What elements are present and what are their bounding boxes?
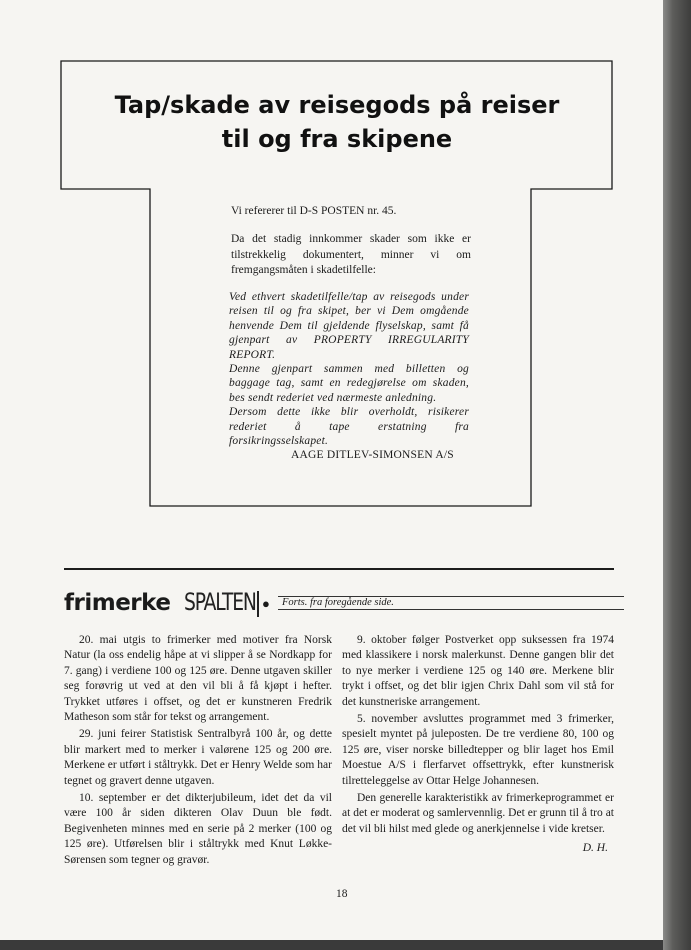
notice-paragraph: Dersom dette ikke blir overholdt, risikerer rederiet å tape erstatning fra forsikringsselskapet. (229, 406, 469, 448)
bullet-icon: ● (262, 596, 270, 611)
notice-body (229, 290, 469, 448)
column-header (64, 585, 624, 617)
scan-edge-bottom (0, 940, 663, 950)
page-number: 18 (336, 888, 348, 900)
column-paragraph: 29. juni feirer Statistisk Sentralbyrå 100 år, og dette blir markert med to merker i valørene 125 og 200 øre. Merkene er utført i ståltrykk. Det er Henry Welde som har tegnet og gravert denne utgaven. (64, 728, 332, 787)
author-initials: D. H. (582, 842, 608, 855)
signature: AAGE DITLEV-SIMONSEN A/S (291, 449, 454, 461)
scan-edge-right (663, 0, 691, 950)
column-paragraph: 5. november avsluttes programmet med 3 frimerker, spesielt myntet på juleposten. De tre verdiene 80, 100 og 125 øre, viser norske billedtepper og blir laget hos Emil Moestue A/S i flerfarvet offsettrykk, efter kunstnerisk tilretteleggelse av Ottar Helge Johannesen. (342, 713, 614, 787)
headline-line-2: til og fra skipene (221, 125, 453, 153)
column-paragraph: Den generelle karakteristikk av frimerkeprogrammet er at det er moderat og samlervennlig. Det er grunn til å tro at det vil bli hilst med glede og anerkjennelse i vide kretser. (342, 792, 614, 835)
column-paragraph: 9. oktober følger Postverket opp suksessen fra 1974 med klassikere i norsk malerkunst. Denne gangen blir det to nye merker i verdiene 125 og 140 øre. Merkene blir trykt i offset, og det blir igjen Chrix Dahl som vil stå for det kunstneriske arrangement. (342, 634, 614, 708)
header-rule-bottom (278, 609, 624, 610)
column-paragraph: 10. september er det dikterjubileum, idet det da vil være 100 år siden dikteren Olav Duun ble født. Begivenheten minnes med en serie på 2 merker (100 og 125 øre). Utførelsen blir i ståltrykk med Knut Løkke-Sørensen som tegner og gravør. (64, 792, 332, 866)
intro-paragraph: Da det stadig innkommer skader som ikke er tilstrekkelig dokumentert, minner vi om fremgangsmåten i skadetilfelle: (231, 233, 471, 276)
notice-paragraph: Denne gjenpart sammen med billetten og baggage tag, samt en redegjørelse om skaden, bes sendt rederiet ved nærmeste anledning. (229, 363, 469, 404)
continued-note: Forts. fra foregående side. (282, 597, 394, 608)
column-brand-bold: frimerke (64, 590, 171, 616)
left-column (64, 633, 332, 870)
section-divider (64, 568, 614, 570)
right-column (342, 633, 614, 859)
brand-divider (257, 591, 259, 617)
headline-line-1: Tap/skade av reisegods på reiser (114, 91, 560, 119)
notice-paragraph: Ved ethvert skadetilfelle/tap av reisegods under reisen til og fra skipet, ber vi Dem omgående henvende Dem til gjeldende flyselskap, samt få gjenpart av PROPERTY IRREGULARITY REPORT. (229, 291, 469, 361)
column-paragraph: 20. mai utgis to frimerker med motiver fra Norsk Natur (la oss endelig håpe at vi slipper å se Nordkapp for 7. gang) i verdiene 100 og 125 øre. Denne utgaven skiller seg forøvrig ut ved at den vil bli å få kjøpt i hefter. Trykket utføres i offset, og det er kunstneren Fredrik Matheson som står for tekst og arrangement. (64, 634, 332, 724)
notice-headline (62, 88, 612, 156)
column-brand-light: SPALTEN (184, 588, 256, 616)
reference-line: Vi refererer til D-S POSTEN nr. 45. (231, 205, 397, 217)
